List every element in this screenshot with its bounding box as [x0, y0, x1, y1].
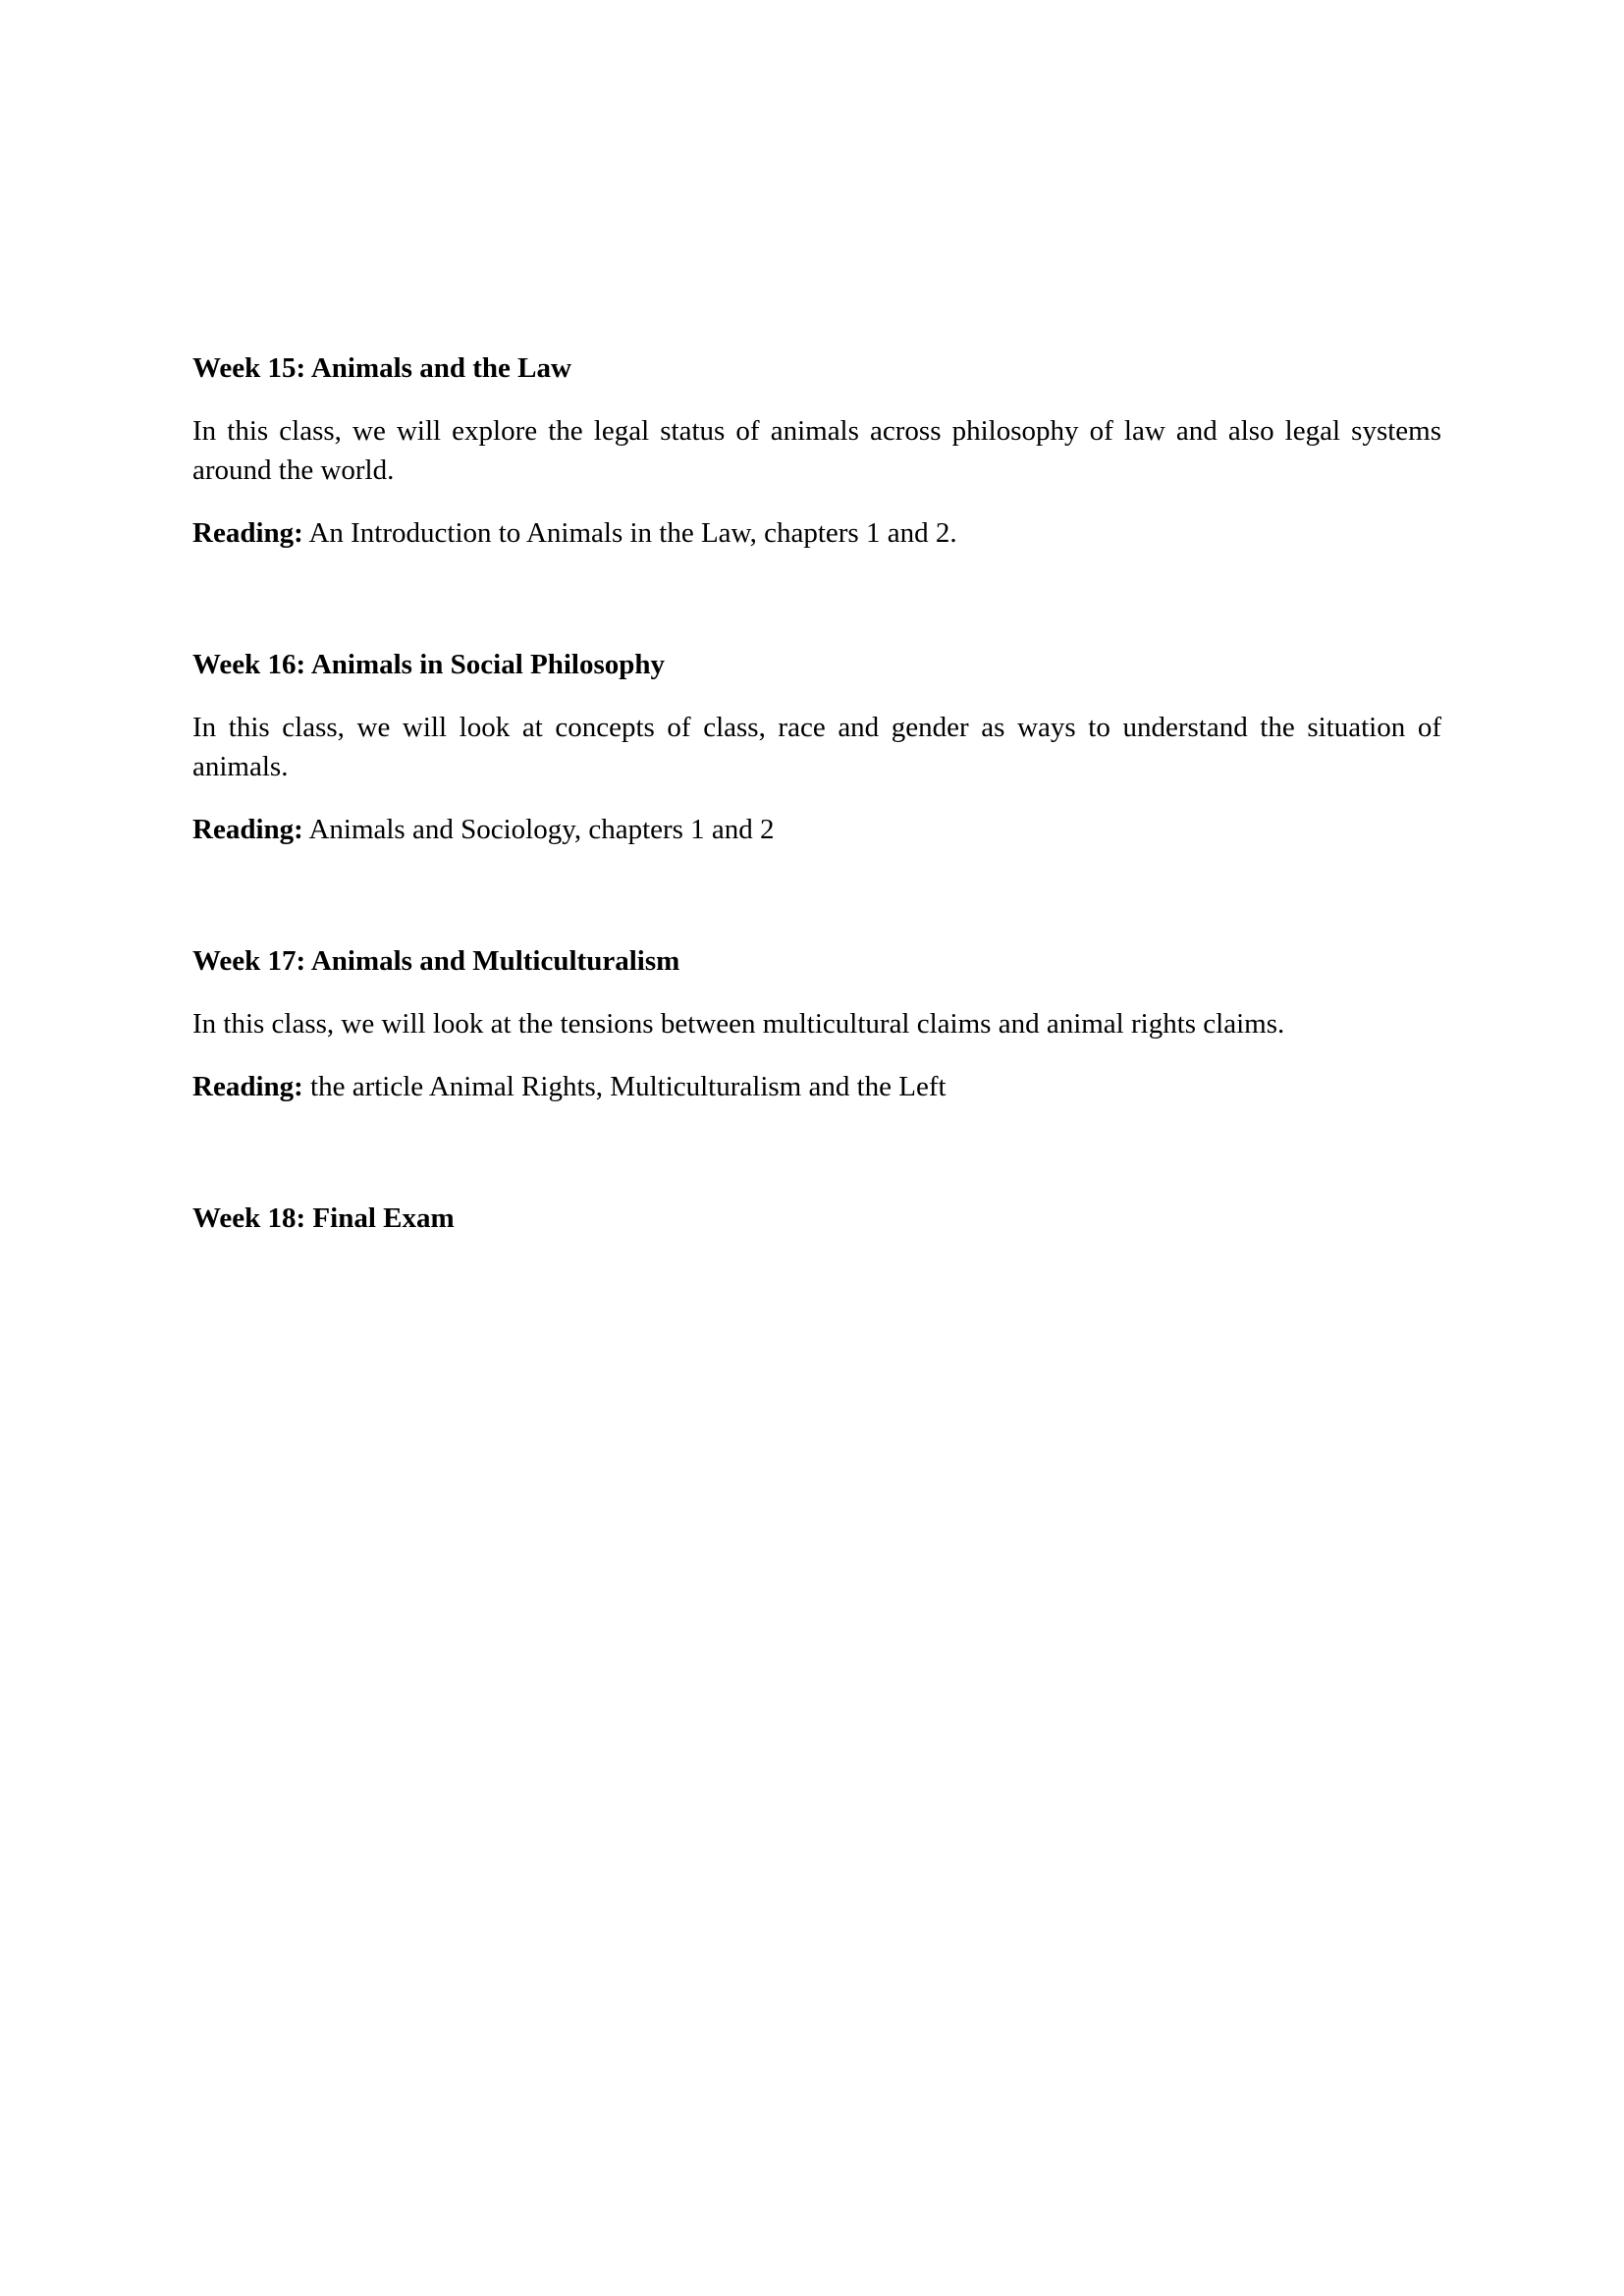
reading-label: Reading: [192, 814, 303, 845]
reading-label: Reading: [192, 517, 303, 549]
week-heading: Week 18: Final Exam [192, 1202, 455, 1234]
week-reading [192, 513, 1441, 553]
week-17-section [192, 941, 1441, 1106]
reading-text: Animals and Sociology, chapters 1 and 2 [302, 814, 775, 845]
week-description: In this class, we will explore the legal status of animals across philosophy of law and also legal systems around the world. [192, 415, 1441, 486]
week-reading [192, 810, 1441, 849]
week-15-section [192, 348, 1441, 553]
reading-label: Reading: [192, 1071, 303, 1102]
week-16-section [192, 645, 1441, 849]
week-reading [192, 1067, 1441, 1106]
syllabus-content [192, 348, 1441, 1238]
week-heading: Week 16: Animals in Social Philosophy [192, 649, 666, 680]
week-heading: Week 17: Animals and Multiculturalism [192, 945, 680, 977]
week-heading: Week 15: Animals and the Law [192, 352, 571, 384]
week-description: In this class, we will look at the tensions between multicultural claims and animal rights claims. [192, 1008, 1285, 1040]
week-description: In this class, we will look at concepts of class, race and gender as ways to understand the situation of animals. [192, 712, 1441, 782]
reading-text: An Introduction to Animals in the Law, chapters 1 and 2. [302, 517, 957, 549]
reading-text: the article Animal Rights, Multiculturalism and the Left [302, 1071, 947, 1102]
week-18-section [192, 1199, 1441, 1238]
